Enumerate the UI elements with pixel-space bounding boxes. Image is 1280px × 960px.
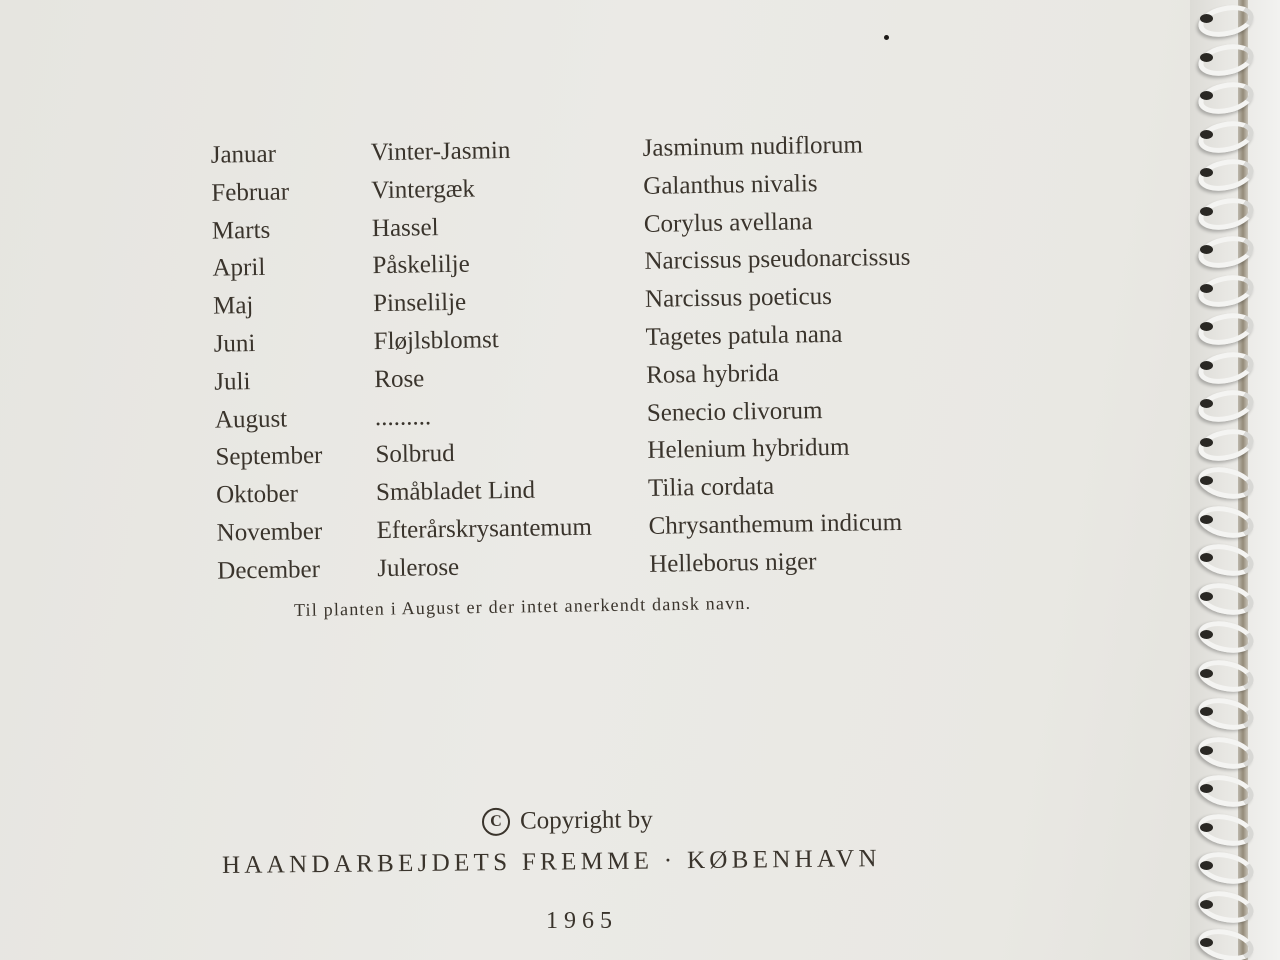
- month-cell: Juli: [214, 367, 251, 396]
- punch-hole: [1200, 746, 1213, 755]
- punch-hole: [1200, 823, 1213, 832]
- punch-hole: [1200, 553, 1213, 562]
- danish-name-cell: Solbrud: [375, 440, 455, 469]
- month-cell: Maj: [212, 292, 254, 320]
- danish-name-cell: Vintergæk: [371, 175, 476, 204]
- punch-hole: [1200, 476, 1213, 485]
- publication-year: 1965: [546, 908, 618, 934]
- plant-row: [2, 473, 775, 515]
- punch-hole: [1200, 399, 1213, 408]
- month-cell: September: [215, 442, 323, 472]
- month-cell: Januar: [210, 140, 277, 169]
- danish-name-cell: Pinselilje: [372, 288, 467, 318]
- latin-name-cell: Galanthus nivalis: [643, 169, 818, 200]
- latin-name-cell: Rosa hybrida: [646, 359, 780, 389]
- danish-name-cell: Påskelilje: [372, 251, 470, 280]
- month-cell: April: [212, 254, 266, 283]
- punch-hole: [1200, 630, 1213, 639]
- month-cell: November: [216, 517, 323, 547]
- latin-name-cell: Narcissus poeticus: [644, 283, 833, 314]
- punch-hole: [1200, 14, 1213, 23]
- month-cell: Marts: [211, 216, 271, 245]
- latin-name-cell: Helenium hybridum: [647, 434, 850, 465]
- danish-name-cell: Hassel: [371, 213, 439, 242]
- latin-name-cell: Helleborus niger: [649, 548, 817, 578]
- punch-hole: [1200, 938, 1213, 947]
- punch-hole: [1200, 438, 1213, 447]
- punch-hole: [1200, 91, 1213, 100]
- copyright-symbol-icon: C: [482, 808, 510, 836]
- latin-name-cell: Corylus avellana: [643, 207, 813, 238]
- punch-hole: [1200, 515, 1213, 524]
- plant-table: [0, 0, 1004, 609]
- month-cell: Oktober: [215, 480, 299, 509]
- plant-row: [1, 434, 850, 477]
- danish-name-cell: Vinter-Jasmin: [370, 136, 511, 167]
- plant-row: [0, 359, 780, 402]
- danish-name-cell: Fløjlsblomst: [373, 326, 499, 356]
- latin-name-cell: Chrysanthemum indicum: [648, 508, 903, 540]
- latin-name-cell: Jasminum nudiflorum: [642, 131, 864, 162]
- plant-row: [3, 548, 817, 591]
- punch-hole: [1200, 284, 1213, 293]
- punch-hole: [1200, 361, 1213, 370]
- punch-hole: [1200, 245, 1213, 254]
- latin-name-cell: Narcissus pseudonarcissus: [644, 244, 911, 276]
- punch-hole: [1200, 784, 1213, 793]
- latin-name-cell: Tilia cordata: [647, 473, 775, 503]
- punch-hole: [1200, 207, 1213, 216]
- latin-name-cell: Senecio clivorum: [646, 396, 823, 427]
- month-cell: Februar: [211, 178, 290, 207]
- month-cell: August: [214, 405, 288, 434]
- punch-hole: [1200, 592, 1213, 601]
- punch-hole: [1200, 322, 1213, 331]
- danish-name-cell: Småbladet Lind: [375, 476, 536, 507]
- plant-row: [2, 508, 903, 553]
- footnote: Til planten i August er der intet anerkendt dansk navn.: [293, 592, 752, 620]
- danish-name-cell: .........: [374, 402, 432, 431]
- spiral-binding: [1190, 0, 1280, 960]
- copyright-line: [482, 806, 653, 836]
- punch-hole: [1200, 900, 1213, 909]
- punch-hole: [1200, 707, 1213, 716]
- plant-row: [1, 396, 823, 440]
- month-cell: Juni: [213, 330, 256, 358]
- punch-hole: [1200, 53, 1213, 62]
- punch-hole: [1200, 669, 1213, 678]
- punch-hole: [1200, 861, 1213, 870]
- danish-name-cell: Julerose: [377, 553, 460, 582]
- month-cell: December: [217, 555, 321, 585]
- danish-name-cell: Efterårskrysantemum: [376, 513, 593, 545]
- punch-hole: [1200, 168, 1213, 177]
- latin-name-cell: Tagetes patula nana: [645, 320, 843, 351]
- danish-name-cell: Rose: [374, 365, 425, 393]
- copyright-text: Copyright by: [519, 806, 653, 835]
- punch-hole: [1200, 130, 1213, 139]
- publisher-name: HAANDARBEJDETS FREMME · KØBENHAVN: [221, 845, 881, 879]
